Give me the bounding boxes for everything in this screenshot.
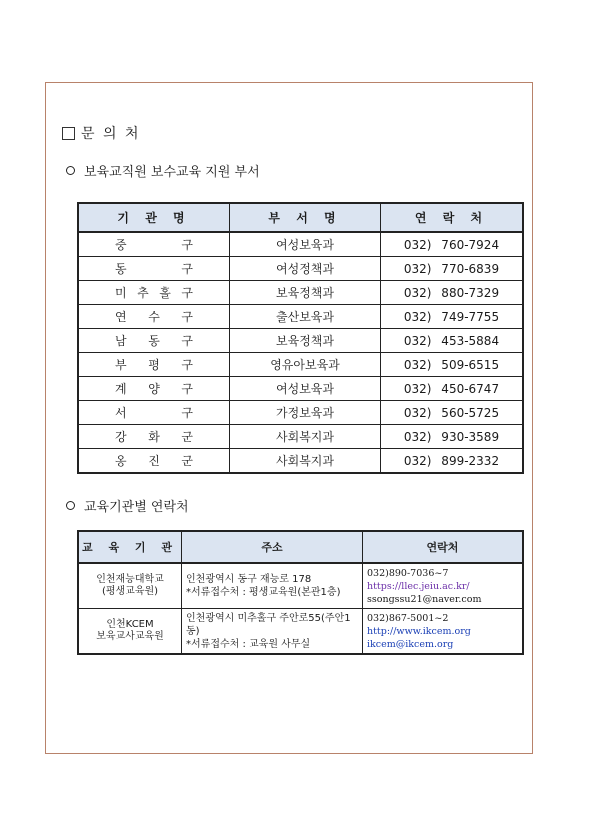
department-cell: 여성보육과 (230, 377, 381, 401)
region-char: 연 (115, 310, 127, 324)
table-header-row (78, 531, 523, 563)
region-char: 구 (181, 262, 193, 276)
institution-name: 인천KCEM (106, 619, 154, 630)
region-cell (78, 377, 230, 401)
header-institution: 교 육 기 관 (78, 531, 182, 563)
contact-cell (363, 609, 524, 655)
phone-cell: 032) 770-6839 (381, 257, 524, 281)
region-char: 양 (148, 382, 160, 396)
region-cell (78, 281, 230, 305)
table-row (78, 305, 523, 329)
subheading-departments (66, 161, 260, 180)
region-char: 평 (148, 358, 160, 372)
region-char: 화 (148, 430, 160, 444)
header-contact: 연 락 처 (381, 203, 524, 232)
region-char: 미 (115, 286, 127, 300)
institution-subname: (평생교육원) (101, 586, 159, 597)
address-line: 인천광역시 동구 재능로 178 (186, 574, 312, 585)
submission-place: *서류접수처 : 평생교육원(본관1층) (186, 587, 341, 598)
region-cell (78, 401, 230, 425)
region-char: 구 (181, 310, 193, 324)
phone-cell: 032) 930-3589 (381, 425, 524, 449)
header-contact: 연락처 (363, 531, 524, 563)
region-cell (78, 425, 230, 449)
department-cell: 사회복지과 (230, 425, 381, 449)
submission-place: *서류접수처 : 교육원 사무실 (186, 638, 311, 650)
phone-cell: 032) 899-2332 (381, 449, 524, 474)
circle-bullet-icon (66, 501, 75, 510)
region-cell (78, 329, 230, 353)
department-table (77, 202, 524, 474)
region-char: 구 (181, 286, 193, 300)
table-row (78, 329, 523, 353)
table-row (78, 449, 523, 474)
region-char: 홀 (159, 286, 171, 300)
region-char: 진 (148, 454, 160, 468)
region-char: 군 (181, 430, 193, 444)
table-row (78, 257, 523, 281)
region-char: 동 (115, 262, 127, 276)
region-char: 계 (115, 382, 127, 396)
phone-cell: 032) 560-5725 (381, 401, 524, 425)
institution-name: 인천재능대학교 (96, 574, 164, 585)
region-char: 부 (115, 358, 127, 372)
department-cell: 여성보육과 (230, 232, 381, 257)
checkbox-icon (62, 127, 75, 140)
department-cell: 보육정책과 (230, 281, 381, 305)
region-char: 구 (181, 358, 193, 372)
table-row (78, 232, 523, 257)
subheading-institutions (66, 496, 189, 515)
institution-cell (78, 563, 182, 609)
region-char: 추 (137, 286, 149, 300)
department-cell: 영유아보육과 (230, 353, 381, 377)
contact-cell (363, 563, 524, 609)
website-link[interactable]: http://www.ikcem.org (367, 625, 471, 637)
table-header-row (78, 203, 523, 232)
region-char: 구 (181, 334, 193, 348)
region-cell (78, 449, 230, 474)
website-link[interactable]: https://llec.jeiu.ac.kr/ (367, 580, 470, 592)
region-cell (78, 305, 230, 329)
department-cell: 사회복지과 (230, 449, 381, 474)
phone-cell: 032) 450-6747 (381, 377, 524, 401)
phone-cell: 032) 453-5884 (381, 329, 524, 353)
region-char: 구 (181, 382, 193, 396)
region-cell (78, 353, 230, 377)
phone-number: 032)867-5001~2 (367, 612, 449, 624)
department-cell: 출산보육과 (230, 305, 381, 329)
table-row (78, 281, 523, 305)
region-cell (78, 257, 230, 281)
region-char: 동 (148, 334, 160, 348)
region-char: 옹 (115, 454, 127, 468)
table-row (78, 377, 523, 401)
phone-cell: 032) 880-7329 (381, 281, 524, 305)
email-address: ssongssu21@naver.com (367, 593, 482, 605)
circle-bullet-icon (66, 166, 75, 175)
region-char: 서 (115, 406, 127, 420)
phone-cell: 032) 509-6515 (381, 353, 524, 377)
subheading-text: 보육교직원 보수교육 지원 부서 (84, 165, 260, 180)
header-department: 부 서 명 (230, 203, 381, 232)
department-cell: 여성정책과 (230, 257, 381, 281)
region-char: 강 (115, 430, 127, 444)
address-cell (182, 609, 363, 655)
region-char: 구 (181, 406, 193, 420)
institution-table (77, 530, 524, 655)
institution-subname: 보육교사교육원 (96, 631, 164, 642)
phone-number: 032)890-7036~7 (367, 567, 449, 579)
department-cell: 가정보육과 (230, 401, 381, 425)
region-char: 구 (181, 238, 193, 252)
table-row (78, 401, 523, 425)
region-cell (78, 232, 230, 257)
region-char: 중 (115, 238, 127, 252)
phone-cell: 032) 760-7924 (381, 232, 524, 257)
region-char: 수 (148, 310, 160, 324)
header-institution: 기 관 명 (78, 203, 230, 232)
region-char: 군 (181, 454, 193, 468)
institution-cell (78, 609, 182, 655)
section-title: 문 의 처 (81, 126, 141, 142)
region-char: 남 (115, 334, 127, 348)
department-cell: 보육정책과 (230, 329, 381, 353)
subheading-text: 교육기관별 연락처 (84, 500, 189, 515)
phone-cell: 032) 749-7755 (381, 305, 524, 329)
table-row (78, 425, 523, 449)
table-row (78, 353, 523, 377)
address-cell (182, 563, 363, 609)
header-address: 주소 (182, 531, 363, 563)
table-row (78, 609, 523, 655)
section-heading (62, 123, 140, 143)
table-row (78, 563, 523, 609)
email-link[interactable]: ikcem@ikcem.org (367, 638, 454, 650)
address-line: 인천광역시 미추홀구 주안로55(주안1동) (186, 612, 351, 637)
